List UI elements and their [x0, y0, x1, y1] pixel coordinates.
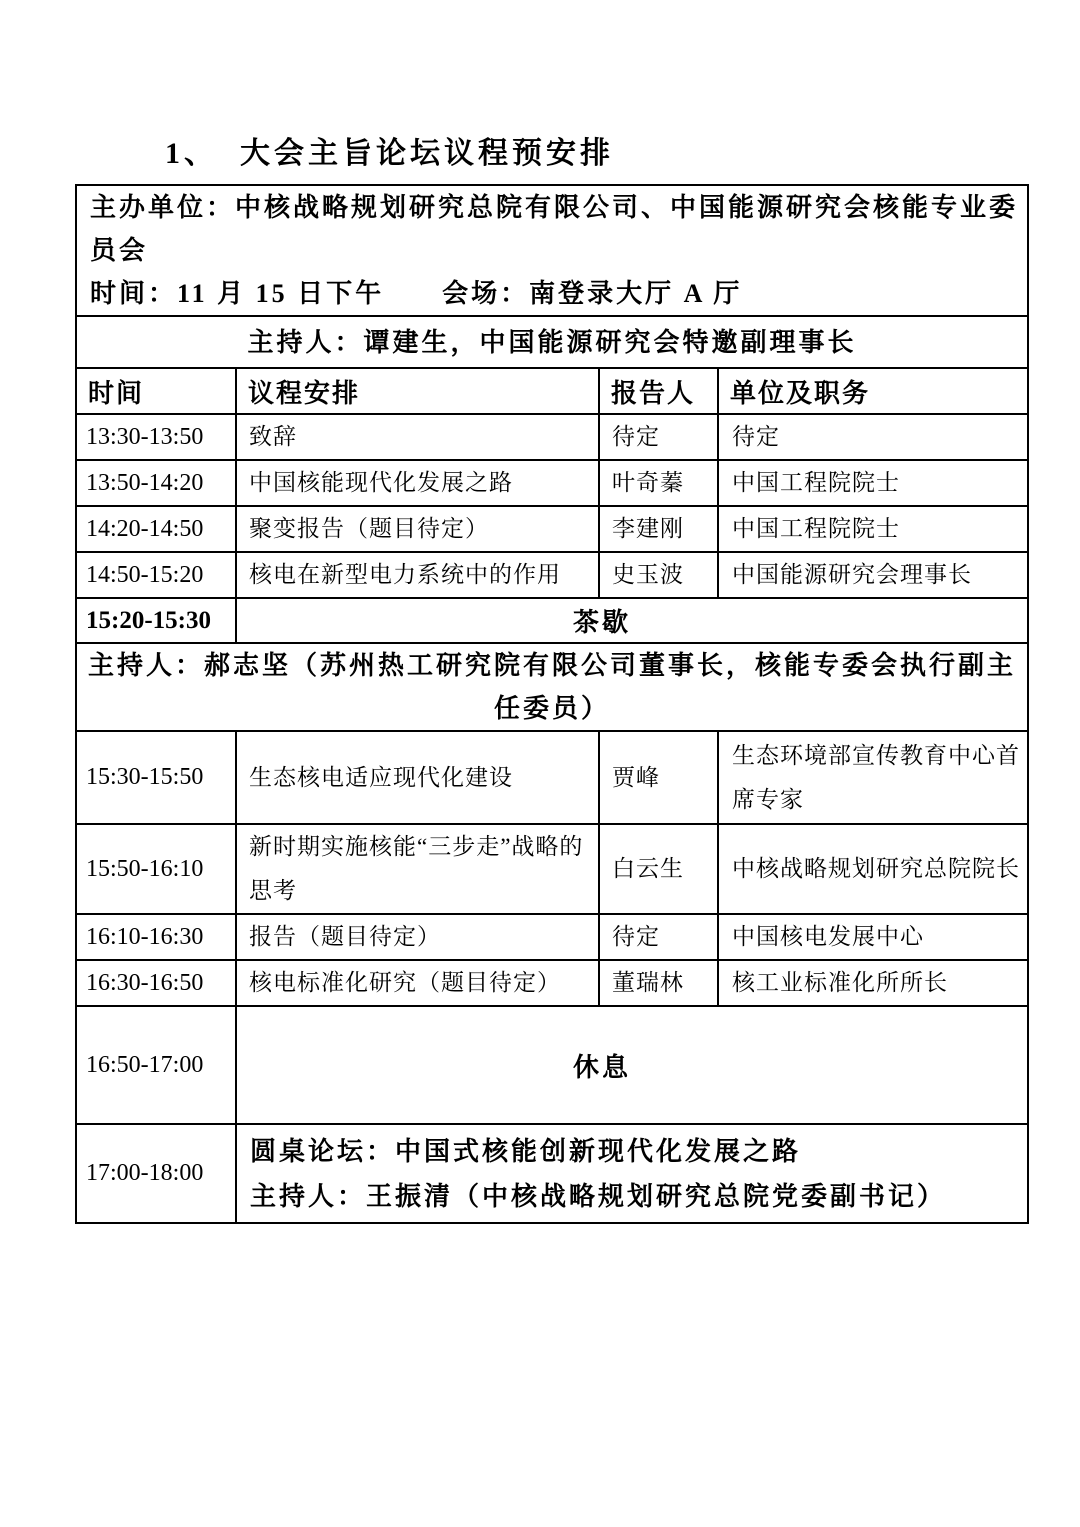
cell-agenda: 致辞 [236, 414, 599, 460]
cell-agenda: 聚变报告（题目待定） [236, 506, 599, 552]
cell-time: 16:10-16:30 [76, 914, 236, 960]
tea-break-label: 茶歇 [236, 598, 1028, 643]
cell-affiliation: 中国核电发展中心 [718, 914, 1028, 960]
moderator-2-cell: 主持人：郝志坚（苏州热工研究院有限公司董事长，核能专委会执行副主任委员） [76, 643, 1028, 731]
page-title-number: 1、 [165, 137, 218, 170]
column-header-time: 时间 [76, 368, 236, 414]
column-header-speaker: 报告人 [599, 368, 718, 414]
roundtable-topic: 圆桌论坛：中国式核能创新现代化发展之路 [250, 1136, 802, 1166]
tea-break-row [76, 598, 1028, 643]
table-row [76, 552, 1028, 598]
cell-affiliation: 核工业标准化所所长 [718, 960, 1028, 1006]
cell-agenda: 中国核能现代化发展之路 [236, 460, 599, 506]
cell-speaker: 待定 [599, 414, 718, 460]
cell-affiliation: 中国工程院院士 [718, 506, 1028, 552]
cell-speaker: 董瑞林 [599, 960, 718, 1006]
cell-speaker: 李建刚 [599, 506, 718, 552]
cell-time: 17:00-18:00 [76, 1124, 236, 1223]
cell-affiliation: 中核战略规划研究总院院长 [718, 824, 1028, 914]
cell-affiliation: 中国能源研究会理事长 [718, 552, 1028, 598]
roundtable-cell [236, 1124, 1028, 1223]
info-cell [76, 185, 1028, 316]
cell-speaker: 白云生 [599, 824, 718, 914]
cell-time: 14:20-14:50 [76, 506, 236, 552]
table-row [76, 506, 1028, 552]
cell-time: 15:30-15:50 [76, 731, 236, 824]
cell-affiliation: 生态环境部宣传教育中心首席专家 [718, 731, 1028, 824]
table-row [76, 824, 1028, 914]
moderator-row-2 [76, 643, 1028, 731]
cell-time: 16:30-16:50 [76, 960, 236, 1006]
cell-speaker: 贾峰 [599, 731, 718, 824]
cell-time: 15:20-15:30 [76, 598, 236, 643]
rest-row [76, 1006, 1028, 1124]
cell-time: 13:50-14:20 [76, 460, 236, 506]
info-row [76, 185, 1028, 316]
cell-time: 13:30-13:50 [76, 414, 236, 460]
table-row [76, 460, 1028, 506]
column-header-affiliation: 单位及职务 [718, 368, 1028, 414]
rest-label: 休息 [236, 1006, 1028, 1124]
table-row [76, 960, 1028, 1006]
time-venue-line: 时间：11 月 15 日下午 会场：南登录大厅 A 厅 [90, 279, 743, 308]
cell-agenda: 报告（题目待定） [236, 914, 599, 960]
moderator-row-1 [76, 316, 1028, 368]
table-row [76, 414, 1028, 460]
column-header-row [76, 368, 1028, 414]
cell-speaker: 待定 [599, 914, 718, 960]
cell-affiliation: 中国工程院院士 [718, 460, 1028, 506]
cell-agenda: 新时期实施核能“三步走”战略的思考 [236, 824, 599, 914]
cell-time: 16:50-17:00 [76, 1006, 236, 1124]
cell-agenda: 核电在新型电力系统中的作用 [236, 552, 599, 598]
page-title-text: 大会主旨论坛议程预安排 [240, 137, 614, 170]
agenda-table [75, 184, 1029, 1224]
table-row [76, 731, 1028, 824]
roundtable-moderator: 主持人：王振清（中核战略规划研究总院党委副书记） [250, 1181, 947, 1211]
column-header-agenda: 议程安排 [236, 368, 599, 414]
cell-affiliation: 待定 [718, 414, 1028, 460]
cell-speaker: 叶奇蓁 [599, 460, 718, 506]
cell-agenda: 生态核电适应现代化建设 [236, 731, 599, 824]
moderator-1-cell: 主持人：谭建生，中国能源研究会特邀副理事长 [76, 316, 1028, 368]
cell-time: 14:50-15:20 [76, 552, 236, 598]
table-row [76, 914, 1028, 960]
cell-time: 15:50-16:10 [76, 824, 236, 914]
cell-speaker: 史玉波 [599, 552, 718, 598]
page-title [165, 128, 1080, 172]
roundtable-row [76, 1124, 1028, 1223]
host-line: 主办单位：中核战略规划研究总院有限公司、中国能源研究会核能专业委员会 [90, 193, 1019, 265]
cell-agenda: 核电标准化研究（题目待定） [236, 960, 599, 1006]
